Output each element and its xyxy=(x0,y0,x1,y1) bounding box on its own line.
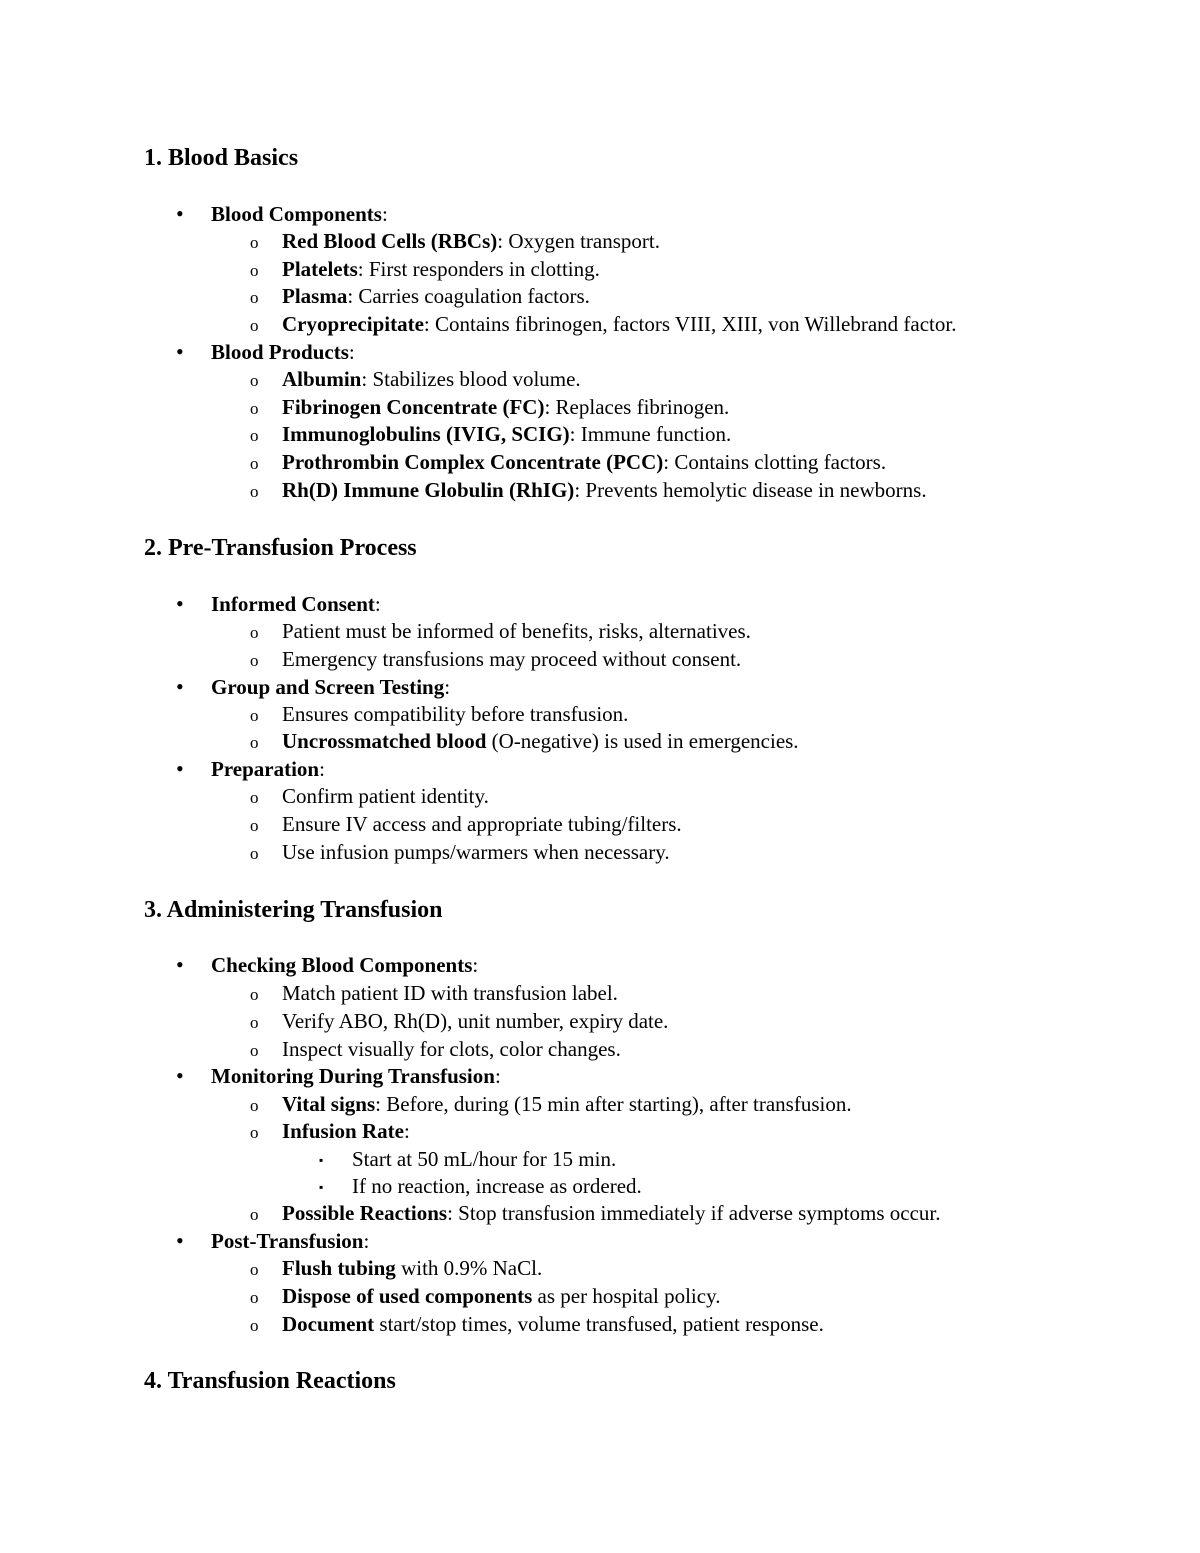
list-item: o Possible Reactions: Stop transfusion immediately if adverse symptoms occur. xyxy=(282,1199,941,1227)
list-item: • Group and Screen Testing: xyxy=(176,674,451,699)
list-item: ▪ Start at 50 mL/hour for 15 min. xyxy=(352,1145,616,1173)
list-item: o Uncrossmatched blood (O-negative) is used in emergencies. xyxy=(282,727,799,755)
list-item: o Rh(D) Immune Globulin (RhIG): Prevents hemolytic disease in newborns. xyxy=(282,476,927,504)
list-item: o Dispose of used components as per hospital policy. xyxy=(282,1282,720,1310)
list-item: o Verify ABO, Rh(D), unit number, expiry date. xyxy=(282,1007,668,1035)
list-item: • Post-Transfusion: xyxy=(176,1228,370,1253)
list-item: o Platelets: First responders in clotting. xyxy=(282,255,600,283)
list-item: o Vital signs: Before, during (15 min after starting), after transfusion. xyxy=(282,1090,852,1118)
circle-marker: o xyxy=(250,426,259,445)
list-item: o Document start/stop times, volume transfused, patient response. xyxy=(282,1310,824,1338)
circle-marker: o xyxy=(250,816,259,835)
list-item: • Checking Blood Components: xyxy=(176,952,479,977)
section-heading: 2. Pre-Transfusion Process xyxy=(144,535,417,561)
circle-marker: o xyxy=(250,733,259,752)
section-heading: 1. Blood Basics xyxy=(144,145,299,171)
list-item: • Blood Products: xyxy=(176,339,355,364)
circle-marker: o xyxy=(250,788,259,807)
list-item: o Confirm patient identity. xyxy=(282,782,489,810)
list-item: o Fibrinogen Concentrate (FC): Replaces fibrinogen. xyxy=(282,393,729,421)
bullet-marker: • xyxy=(176,591,184,616)
circle-marker: o xyxy=(250,288,259,307)
list-item: • Informed Consent: xyxy=(176,591,381,616)
circle-marker: o xyxy=(250,1013,259,1032)
circle-marker: o xyxy=(250,1205,259,1224)
circle-marker: o xyxy=(250,1288,259,1307)
circle-marker: o xyxy=(250,482,259,501)
circle-marker: o xyxy=(250,1260,259,1279)
list-item: o Inspect visually for clots, color changes. xyxy=(282,1035,621,1063)
circle-marker: o xyxy=(250,623,259,642)
bullet-marker: • xyxy=(176,952,184,977)
circle-marker: o xyxy=(250,261,259,280)
circle-marker: o xyxy=(250,233,259,252)
bullet-marker: • xyxy=(176,674,184,699)
list-item: o Use infusion pumps/warmers when necessary. xyxy=(282,838,670,866)
bullet-marker: • xyxy=(176,201,184,226)
square-marker: ▪ xyxy=(319,1180,324,1194)
list-item: o Emergency transfusions may proceed without consent. xyxy=(282,645,741,673)
circle-marker: o xyxy=(250,399,259,418)
circle-marker: o xyxy=(250,316,259,335)
list-item: • Monitoring During Transfusion: xyxy=(176,1063,501,1088)
bullet-marker: • xyxy=(176,1063,184,1088)
circle-marker: o xyxy=(250,1096,259,1115)
list-item: ▪ If no reaction, increase as ordered. xyxy=(352,1172,642,1200)
circle-marker: o xyxy=(250,985,259,1004)
circle-marker: o xyxy=(250,844,259,863)
circle-marker: o xyxy=(250,706,259,725)
section-heading: 4. Transfusion Reactions xyxy=(144,1368,396,1394)
list-item: • Blood Components: xyxy=(176,201,388,226)
list-item: o Plasma: Carries coagulation factors. xyxy=(282,282,590,310)
square-marker: ▪ xyxy=(319,1153,324,1167)
bullet-marker: • xyxy=(176,339,184,364)
list-item: o Match patient ID with transfusion label. xyxy=(282,979,618,1007)
circle-marker: o xyxy=(250,651,259,670)
circle-marker: o xyxy=(250,1123,259,1142)
list-item: • Preparation: xyxy=(176,756,325,781)
list-item: o Ensures compatibility before transfusion. xyxy=(282,700,628,728)
bullet-marker: • xyxy=(176,756,184,781)
list-item: o Patient must be informed of benefits, risks, alternatives. xyxy=(282,617,751,645)
bullet-marker: • xyxy=(176,1228,184,1253)
circle-marker: o xyxy=(250,371,259,390)
list-item: o Cryoprecipitate: Contains fibrinogen, factors VIII, XIII, von Willebrand factor. xyxy=(282,310,956,338)
circle-marker: o xyxy=(250,1316,259,1335)
list-item: o Ensure IV access and appropriate tubing/filters. xyxy=(282,810,682,838)
circle-marker: o xyxy=(250,454,259,473)
list-item: o Prothrombin Complex Concentrate (PCC): Contains clotting factors. xyxy=(282,448,886,476)
list-item: o Red Blood Cells (RBCs): Oxygen transport. xyxy=(282,227,660,255)
list-item: o Infusion Rate: xyxy=(282,1117,410,1145)
list-item: o Albumin: Stabilizes blood volume. xyxy=(282,365,581,393)
circle-marker: o xyxy=(250,1041,259,1060)
section-heading: 3. Administering Transfusion xyxy=(144,897,443,923)
list-item: o Flush tubing with 0.9% NaCl. xyxy=(282,1254,542,1282)
list-item: o Immunoglobulins (IVIG, SCIG): Immune function. xyxy=(282,420,731,448)
